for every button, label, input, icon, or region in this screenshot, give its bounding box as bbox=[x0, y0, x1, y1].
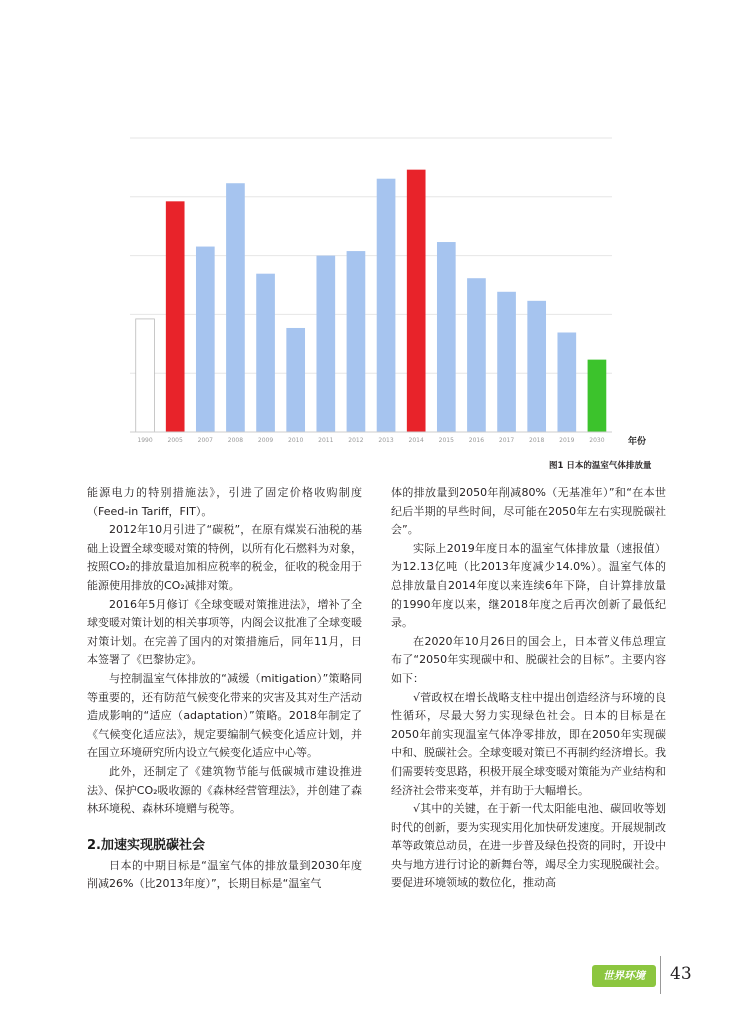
right-paragraph-5: √其中的关键，在于新一代太阳能电池、碳回收等划时代的创新，要为实现实用化加快研发速度。开展规制改革等政策总动员，在进一步普及绿色投资的同时，开设中央与地方进行讨论的新舞台等，竭尽全力实现脱碳社会。要促进环境领域的数位化，推动高 bbox=[391, 802, 666, 890]
bar-2012 bbox=[347, 251, 366, 432]
right-paragraph-1: 体的排放量到2050年削减80%（无基准年）”和“在本世纪后半期的早些时间，尽可能在2050年左右实现脱碳社会”。 bbox=[391, 486, 666, 537]
bar-1990 bbox=[136, 319, 155, 432]
section-heading: 2.加速实现脱碳社会 bbox=[87, 837, 205, 853]
left-paragraph-6: 日本的中期目标是“温室气体的排放量到2030年度削减26%（比2013年度）”，长期目标是“温室气 bbox=[87, 858, 362, 891]
right-paragraph-2: 实际上2019年度日本的温室气体排放量（速报值）为12.13亿吨（比2013年度减少14.0%）。温室气体的总排放量自2014年度以来连续6年下降，自计算排放量的1990年度以来，继2018年度之后再次创新了最低纪录。 bbox=[391, 541, 666, 630]
right-column bbox=[391, 484, 666, 893]
page-number: 43 bbox=[670, 964, 692, 984]
x-tick-label: 2010 bbox=[288, 437, 304, 444]
x-tick-label: 2017 bbox=[498, 437, 515, 444]
magazine-logo: 世界环境 bbox=[592, 965, 656, 987]
left-paragraph-3: 2016年5月修订《全球变暖对策推进法》，增补了全球变暖对策计划的相关事项等，内阁会议批准了全球变暖对策计划。在完善了国内的对策措施后，同年11月，日本签署了《巴黎协定》。 bbox=[87, 597, 362, 667]
bar-2009 bbox=[256, 274, 275, 432]
bar-2005 bbox=[166, 201, 185, 432]
bar-2008 bbox=[226, 183, 245, 432]
left-column bbox=[87, 484, 362, 894]
x-tick-label: 2013 bbox=[378, 437, 394, 444]
bar-2015 bbox=[437, 242, 456, 432]
bar-2018 bbox=[527, 301, 546, 432]
bar-2019 bbox=[557, 332, 576, 432]
right-paragraph-4: √菅政权在增长战略支柱中提出创造经济与环境的良性循环，尽最大努力实现绿色社会。日本的目标是在2050年前实现温室气体净零排放，即在2050年实现碳中和、脱碳社会。全球变暖对策已不再制约经济增长。我们需要转变思路，积极开展全球变暖对策能为产业结构和经济社会带来变革，并有助于大幅增长。 bbox=[391, 690, 666, 797]
bar-2014 bbox=[407, 170, 426, 432]
x-tick-label: 2005 bbox=[167, 437, 183, 444]
left-paragraph-4: 与控制温室气体排放的“减缓（mitigation）”策略同等重要的，还有防范气候变化带来的灾害及其对生产活动造成影响的“适应（adaptation）”策略。2018年制定了《气候变化适应法》，规定要编制气候变化适应计划，并在国立环境研究所内设立气候变化适应中心等。 bbox=[87, 671, 362, 760]
left-paragraph-1: 能源电力的特别措施法》，引进了固定价格收购制度（Feed-in Tariff，FIT）。 bbox=[87, 486, 362, 518]
footer-divider bbox=[660, 956, 661, 994]
x-axis-label: 年份 bbox=[628, 437, 647, 447]
bar-2030 bbox=[588, 360, 607, 432]
x-tick-label: 2030 bbox=[589, 437, 605, 444]
x-tick-label: 2008 bbox=[227, 437, 244, 444]
x-tick-label: 2016 bbox=[468, 437, 485, 444]
x-tick-label: 2011 bbox=[318, 437, 334, 444]
right-paragraph-3: 在2020年10月26日的国会上，日本菅义伟总理宣布了“2050年实现碳中和、脱碳社会的目标”。主要内容如下： bbox=[391, 634, 666, 685]
left-paragraph-2: 2012年10月引进了“碳税”，在原有煤炭石油税的基础上设置全球变暖对策的特例，以所有化石燃料为对象，按照CO₂的排放量追加相应税率的税金，征收的税金用于能源使用排放的CO₂减排对策。 bbox=[87, 523, 362, 592]
emissions-bar-chart bbox=[86, 124, 676, 459]
bar-2016 bbox=[467, 278, 486, 432]
x-tick-label: 2018 bbox=[529, 437, 545, 444]
x-tick-label: 1990 bbox=[137, 437, 153, 444]
x-tick-label: 2015 bbox=[438, 437, 454, 444]
bar-2010 bbox=[286, 328, 305, 432]
x-tick-label: 2009 bbox=[257, 437, 274, 444]
figure-caption: 图1 日本的温室气体排放量 bbox=[549, 461, 652, 471]
left-paragraph-5: 此外，还制定了《建筑物节能与低碳城市建设推进法》、保护CO₂吸收源的《森林经营管理法》，并创建了森林环境税、森林环境赠与税等。 bbox=[87, 764, 362, 816]
x-tick-label: 2007 bbox=[197, 437, 213, 444]
x-tick-label: 2012 bbox=[348, 437, 364, 444]
bar-2007 bbox=[196, 247, 215, 432]
x-tick-label: 2019 bbox=[559, 437, 575, 444]
bar-2011 bbox=[316, 256, 335, 432]
bar-2013 bbox=[377, 179, 396, 432]
x-tick-label: 2014 bbox=[408, 437, 424, 444]
emissions-figure bbox=[86, 124, 676, 474]
bar-2017 bbox=[497, 292, 516, 432]
